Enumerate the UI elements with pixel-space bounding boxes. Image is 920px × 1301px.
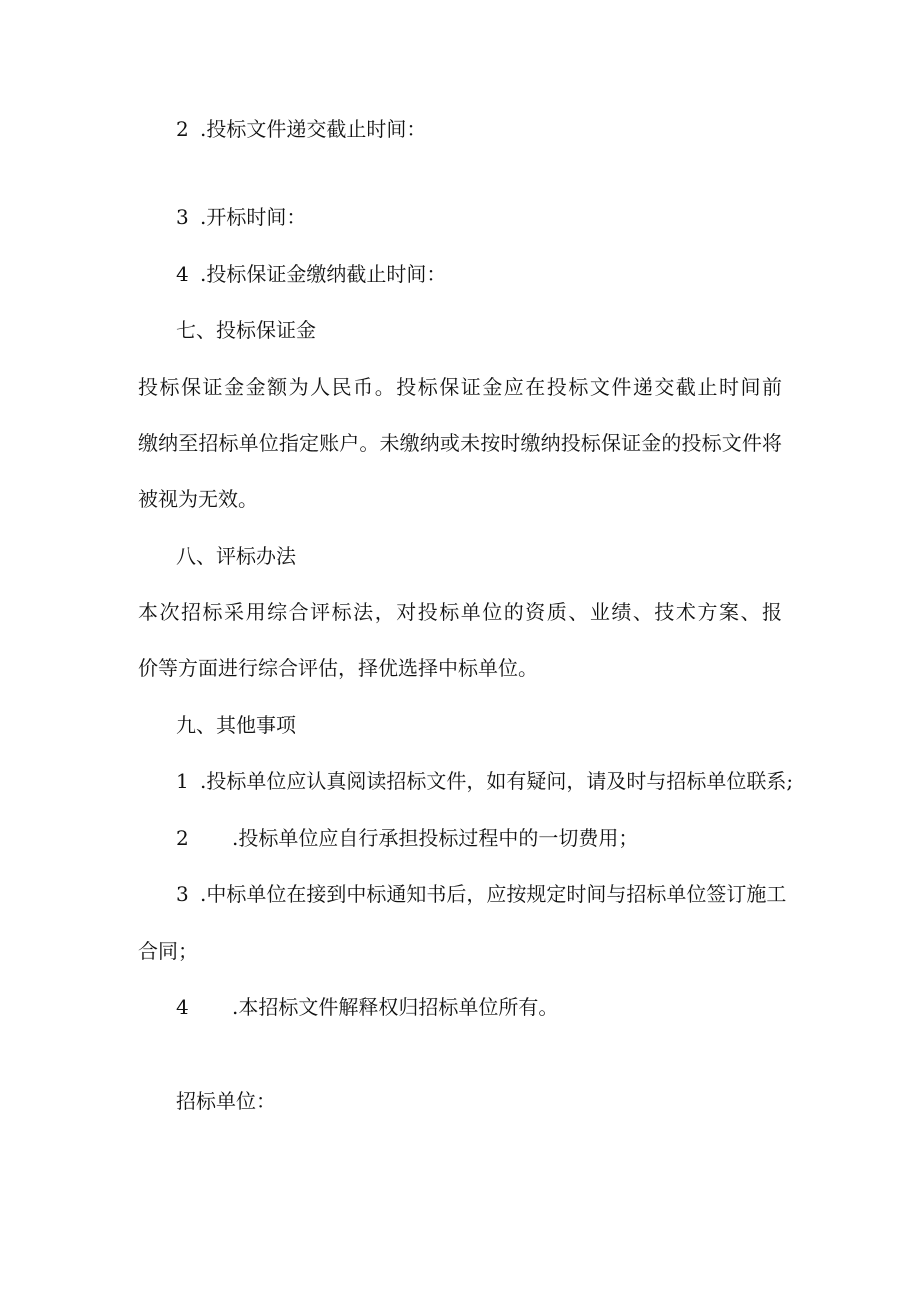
paragraph-line: 缴纳至招标单位指定账户。未缴纳或未按时缴纳投标保证金的投标文件将 (138, 431, 782, 455)
paragraph-line: 本次招标采用综合评标法，对投标单位的资质、业绩、技术方案、报 (138, 600, 782, 624)
section-heading-evaluation: 八、评标办法 (176, 544, 296, 568)
deadline-item-2 (176, 117, 426, 141)
item-text: .投标保证金缴纳截止时间： (200, 262, 447, 286)
paragraph-line: 投标保证金金额为人民币。投标保证金应在投标文件递交截止时间前 (138, 375, 782, 399)
item-number: 3 (176, 882, 189, 906)
item-text: .投标文件递交截止时间： (200, 117, 427, 141)
section-heading-bid-bond: 七、投标保证金 (176, 318, 316, 342)
other-item-2 (176, 826, 638, 850)
item-number: 3 (176, 205, 189, 229)
item-text: .投标单位应认真阅读招标文件，如有疑问，请及时与招标单位联系; (200, 769, 794, 793)
item-text: .中标单位在接到中标通知书后，应按规定时间与招标单位签订施工 (200, 882, 787, 906)
item-text: .投标单位应自行承担投标过程中的一切费用； (232, 826, 639, 850)
item-text: .开标时间： (200, 205, 307, 229)
other-item-1 (176, 769, 793, 793)
item-number: 1 (176, 769, 189, 793)
item-text: .本招标文件解释权归招标单位所有。 (232, 995, 559, 1019)
item-number: 2 (176, 117, 189, 141)
deadline-item-4 (176, 262, 446, 286)
tendering-unit-label: 招标单位： (176, 1089, 276, 1113)
paragraph-line: 价等方面进行综合评估，择优选择中标单位。 (138, 656, 538, 680)
item-number: 4 (176, 262, 189, 286)
other-item-4 (176, 995, 558, 1019)
other-item-3 (176, 882, 786, 906)
other-item-3-continuation: 合同； (138, 939, 198, 963)
paragraph-line: 被视为无效。 (138, 487, 258, 511)
deadline-item-3 (176, 205, 306, 229)
item-number: 4 (176, 995, 189, 1019)
section-heading-other-matters: 九、其他事项 (176, 713, 296, 737)
item-number: 2 (176, 826, 189, 850)
